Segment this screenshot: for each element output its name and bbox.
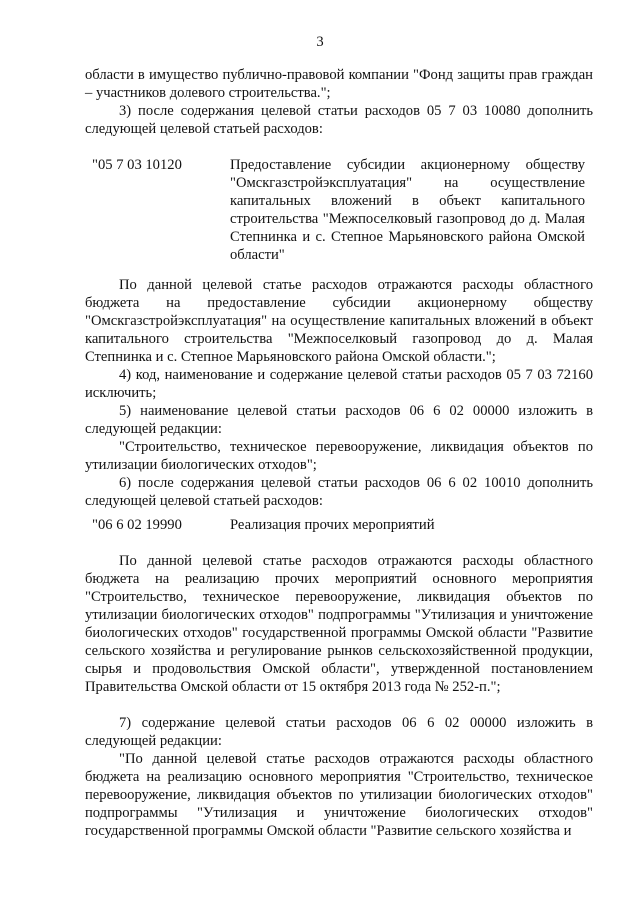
paragraph-entry-1-content: По данной целевой статье расходов отражаются расходы областного бюджета на предоставление субсидии акционерному обществу "Омскгазстройэксплуатация" на осуществление капитальных вложений в объект капитального строительства "Межпоселковый газопровод до д. Малая Степнинка и с. Степное Марьяновского района Омской области."; xyxy=(85,277,593,365)
entry-description: Предоставление субсидии акционерному обществу "Омскгазстройэксплуатация" на осуществление капитальных вложений в объект капитального строительства "Межпоселковый газопровод до д. Малая Степнинка и с. Степное Марьяновского района Омской области" xyxy=(230,157,585,263)
paragraph-continuation: области в имущество публично-правовой компании "Фонд защиты прав граждан – участников долевого строительства."; xyxy=(85,67,593,101)
page-number: 3 xyxy=(316,34,324,50)
paragraph-entry-2-content: По данной целевой статье расходов отражаются расходы областного бюджета на реализацию прочих мероприятий основного мероприятия "Строительство, техническое перевооружение, ликвидация объектов по утилизации биологических отходов" подпрограммы "Утилизация и уничтожение биологических отходов" государственной программы Омской области "Развитие сельского хозяйства и регулирование рынков сельскохозяйственной продукции, сырья и продовольствия Омской области", утвержденной постановлением Правительства Омской области от 15 октября 2013 года № 252-п."; xyxy=(85,553,593,695)
paragraph-item-7: 7) содержание целевой статьи расходов 06 6 02 00000 изложить в следующей редакции: xyxy=(85,715,593,749)
paragraph-item-3: 3) после содержания целевой статьи расходов 05 7 03 10080 дополнить следующей целевой статьей расходов: xyxy=(85,103,593,137)
entry-code: "05 7 03 10120 xyxy=(92,157,182,173)
paragraph-item-6: 6) после содержания целевой статьи расходов 06 6 02 10010 дополнить следующей целевой статьей расходов: xyxy=(85,475,593,509)
paragraph-new-content: "По данной целевой статье расходов отражаются расходы областного бюджета на реализацию основного мероприятия "Строительство, техническое перевооружение, ликвидация объектов по утилизации биологических отходов" подпрограммы "Утилизация и уничтожение биологических отходов" государственной программы Омской области "Развитие сельского хозяйства и xyxy=(85,751,593,839)
paragraph-item-5: 5) наименование целевой статьи расходов 06 6 02 00000 изложить в следующей редакции: xyxy=(85,403,593,437)
entry-description: Реализация прочих мероприятий xyxy=(230,517,435,533)
paragraph-new-name: "Строительство, техническое перевооружение, ликвидация объектов по утилизации биологических отходов"; xyxy=(85,439,593,473)
entry-code: "06 6 02 19990 xyxy=(92,517,182,533)
paragraph-item-4: 4) код, наименование и содержание целевой статьи расходов 05 7 03 72160 исключить; xyxy=(85,367,593,401)
